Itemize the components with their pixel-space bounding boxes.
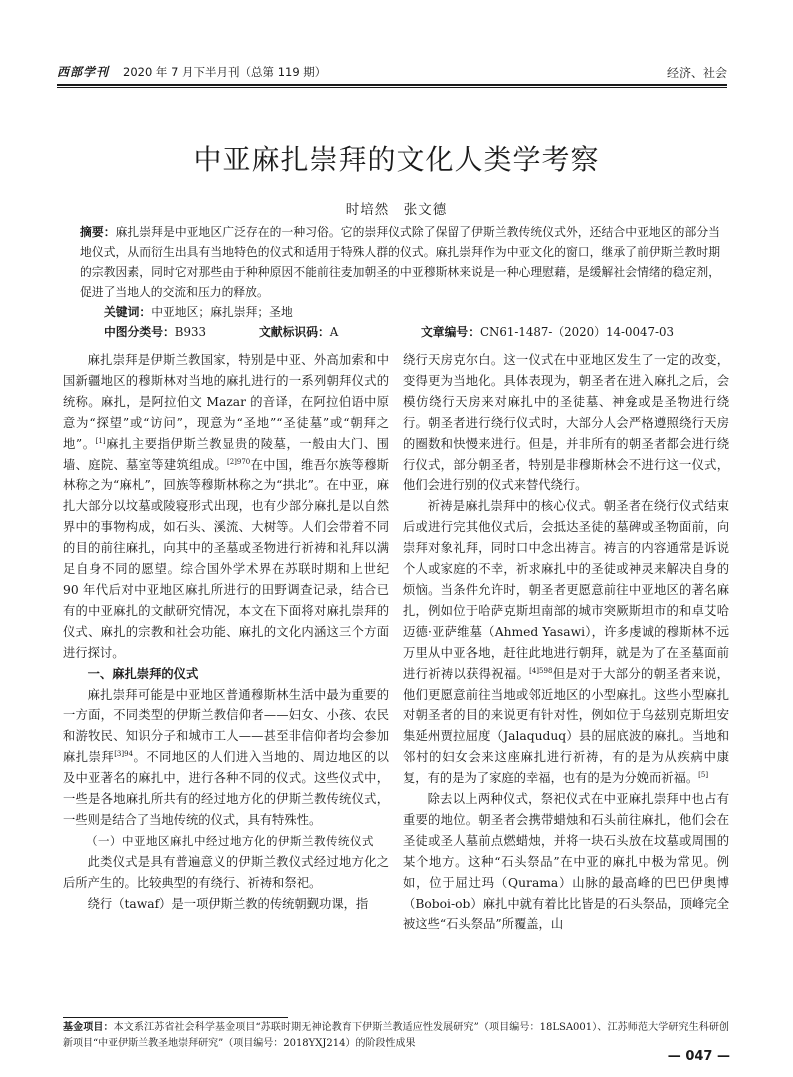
article-title: 中亚麻扎崇拜的文化人类学考察 [193,143,600,176]
paragraph: 绕行天房克尔白。这一仪式在中亚地区发生了一定的改变，变得更为当地化。具体表现为，朝圣者在进入麻扎之后，会模仿绕行天房来对麻扎中的圣徒墓、神龛或是圣物进行绕行。朝圣者进行绕行仪式时，大部分人会严格遵照绕行天房的圈数和快慢来进行。但是，并非所有的朝圣者都会进行绕行仪式，部分朝圣者，特别是非穆斯林会不进行这一仪式，他们会进行别的仪式来替代绕行。 [403,353,729,493]
authors: 时培然 张文德 [345,202,448,218]
doc-code: 文献标识码：A [259,325,339,339]
header-rule [57,84,727,86]
footnote-rule [63,1017,288,1018]
footnote-text: 本文系江苏省社会科学基金项目“苏联时期无神论教育下伊斯兰教适应性发展研究”（项目编号：18LSA001）、江苏师范大学研究生科研创新项目“中亚伊斯兰教圣地崇拜研究”（项目编号：2018YXJ214）的阶段性成果 [63,1022,730,1049]
citation: [5] [698,771,709,780]
citation: [2]970 [226,457,251,466]
header-rule-thin [57,87,727,88]
section-name: 经济、社会 [666,66,727,80]
left-column [63,350,389,914]
issue-info: 2020 年 7 月下半月刊（总第 119 期） [123,65,327,79]
footnote [63,1020,729,1052]
subsection-heading: （一）中亚地区麻扎中经过地方化的伊斯兰教传统仪式 [86,833,374,848]
keywords-label: 关键词： [104,305,152,319]
clc-number: 中图分类号：B933 [104,325,206,339]
paragraph: 此类仪式是具有普遍意义的伊斯兰教仪式经过地方化之后所产生的。比较典型的有绕行、祈祷和祭祀。 [63,854,389,890]
paragraph: 麻扎崇拜是伊斯兰教国家，特别是中亚、外高加索和中国新疆地区的穆斯林对当地的麻扎进行的一系列朝拜仪式的统称。麻扎，是阿拉伯文 Mazar 的音译，在阿拉伯语中原意为“探望”或“访问”，现意为“圣地”“圣徒墓”或“朝拜之地”。[1]麻扎主要指伊斯兰教显贵的陵墓，一般由大门、围墙、庭院、墓室等建筑组成。$^{[2]970}$在中国，维吾尔族等穆斯林称之为“麻札”，回族等穆斯林称之为“拱北”。在中亚，麻扎大部分以坟墓或陵寝形式出现，也有少部分麻扎是以自然界中的事物构成，如石头、溪流、大树等。人们会带着不同的目的前往麻扎，向其中的圣墓或圣物进行祈祷和礼拜以满足自身不同的愿望。综合国外学术界在苏联时期和上世纪 90 年代后对中亚地区麻扎所进行的田野调查记录，结合已有的中亚麻扎的文献研究情况，本文在下面将对麻扎崇拜的仪式、麻扎的宗教和社会功能、麻扎的文化内涵这三个方面进行探讨。 [63,353,389,660]
abstract [80,222,720,302]
abstract-text: 麻扎崇拜是中亚地区广泛存在的一种习俗。它的崇拜仪式除了保留了伊斯兰教传统仪式外，还结合中亚地区的部分当地仪式，从而衍生出具有当地特色的仪式和适用于特殊人群的仪式。麻扎崇拜作为中亚文化的窗口，继承了前伊斯兰教时期的宗教因素，同时它对那些由于种种原因不能前往麦加朝圣的中亚穆斯林来说是一种心理慰藉，是缓解社会情绪的稳定剂，促进了当地人的交流和压力的释放。 [80,225,720,299]
keywords [104,303,293,321]
page-number: — 047 — [667,1049,730,1064]
article-number: 文章编号：CN61-1487-（2020）14-0047-03 [421,325,674,339]
journal-logo: 西部学刊 [57,65,110,79]
citation: [1] [95,436,106,445]
citation: [4]598 [529,666,553,675]
abstract-label: 摘要： [80,225,116,239]
paragraph: 祈祷是麻扎崇拜中的核心仪式。朝圣者在绕行仪式结束后或进行完其他仪式后，会抵达圣徒的墓碑或圣物面前，向崇拜对象礼拜，同时口中念出祷言。祷言的内容通常是诉说个人或家庭的不幸，祈求麻扎中的圣徒或神灵来解决自身的烦恼。当条件允许时，朝圣者更愿意前往中亚地区的著名麻扎，例如位于哈萨克斯坦南部的城市突厥斯坦市的和卓艾哈迈德·亚萨维墓（Ahmed Yasawi），许多虔诚的穆斯林不远万里从中亚各地，赶往此地进行朝拜，就是为了在圣墓面前进行祈祷以获得祝福。$^{[4]598}$但是对于大部分的朝圣者来说，他们更愿意前往当地或邻近地区的小型麻扎。这些小型麻扎对朝圣者的目的来说更有针对性，例如位于乌兹别克斯坦安集延州贾拉屈度（Jalaquduq）县的屈底波的麻扎。当地和邻村的妇女会来这座麻扎进行祈祷，有的是为从疾病中康复，有的是为了家庭的幸福，也有的是为分娩而祈福。[5] [403,499,729,786]
page-header [57,61,727,83]
citation: [3]94 [114,750,134,759]
paragraph: 除去以上两种仪式，祭祀仪式在中亚麻扎崇拜中也占有重要的地位。朝圣者会携带蜡烛和石头前往麻扎，他们会在圣徒或圣人墓前点燃蜡烛，并将一块石头放在坟墓或周围的某个地方。这种“石头祭品”在中亚的麻扎中极为常见。例如，位于屈辻玛（Qurama）山脉的最高峰的巴巴伊奥博（Boboi-ob）麻扎中就有着比比皆是的石头祭品，顶峰完全被这些“石头祭品”所覆盖，山 [403,792,729,932]
keywords-text: 中亚地区；麻扎崇拜；圣地 [151,305,293,319]
paragraph: 绕行（tawaf）是一项伊斯兰教的传统朝觐功课，指 [87,896,369,911]
paragraph: 麻扎崇拜可能是中亚地区普通穆斯林生活中最为重要的一方面，不同类型的伊斯兰教信仰者——妇女、小孩、农民和游牧民、知识分子和城市工人——甚至非信仰者均会参加麻扎崇拜$^{[3]94}$。不同地区的人们进入当地的、周边地区的以及中亚著名的麻扎中，进行各种不同的仪式。这些仪式中，一些是各地麻扎所共有的经过地方化的伊斯兰教传统仪式，一些则是结合了当地传统的仪式，具有特殊性。 [63,687,389,827]
section-heading: 一、麻扎崇拜的仪式 [87,666,199,681]
right-column [403,350,729,935]
footnote-label: 基金项目： [63,1022,114,1033]
